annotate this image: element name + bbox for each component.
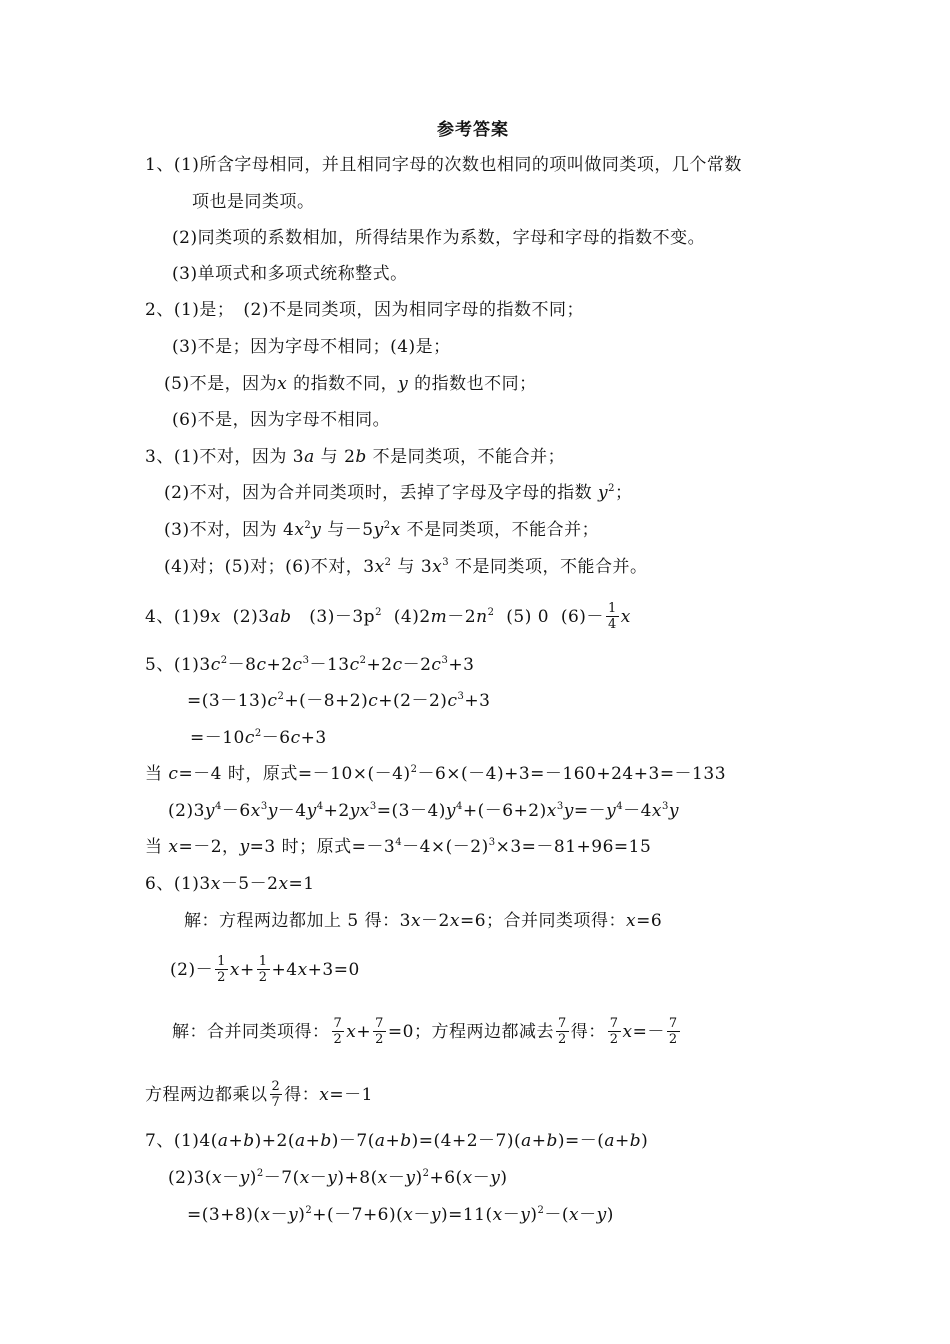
answer-7-line-1: 7、(1)4(a+b)+2(a+b)－7(a+b)=(4+2－7)(a+b)=－(a+b) <box>145 1131 649 1151</box>
answer-2-line-1: 2、(1)是； (2)不是同类项，因为相同字母的指数不同； <box>145 300 584 320</box>
answer-6-line-3: (2)－ $\frac{1}{2}$ x+ $\frac{1}{2}$ +4x+3=0 <box>170 954 360 985</box>
answer-3-line-4: (4)对；(5)对；(6)不对，$3x^2$ 与 $3x^3$ 不是同类项，不能合并。 <box>164 557 648 577</box>
answer-1-line-2: 项也是同类项。 <box>192 192 315 212</box>
fraction: $\frac{2}{7}$ <box>271 1079 281 1110</box>
fraction: $\frac{7}{2}$ <box>557 1016 567 1047</box>
answer-5-line-3: $=-10c^2-6c+3$ <box>190 728 327 748</box>
answer-6-line-5: 方程两边都乘以 $\frac{2}{7}$ 得：x=－1 <box>145 1079 373 1110</box>
answer-7-line-2: $(2)3(x-y)^2-7(x-y)+8(x-y)^2+6(x-y)$ <box>168 1168 508 1188</box>
answer-2-line-2: (3)不是；因为字母不相同；(4)是； <box>172 337 451 357</box>
answer-1-line-4: (3)单项式和多项式统称整式。 <box>172 264 408 284</box>
fraction: $\frac{7}{2}$ <box>609 1016 619 1047</box>
fraction: $\frac{7}{2}$ <box>375 1016 384 1047</box>
answer-1-line-3: (2)同类项的系数相加，所得结果作为系数，字母和字母的指数不变。 <box>172 228 706 248</box>
answer-6-line-2: 解：方程两边都加上 5 得：3x－2x=6；合并同类项得：x=6 <box>184 911 663 931</box>
answer-5-line-6: 当 x=－2，y=3 时；原式$=-3^4-4\times(-2)^3\times 3=-81+96=15$ <box>145 837 652 857</box>
page-title: 参考答案 <box>437 120 509 140</box>
answer-4-line-1: 4、(1)9x (2)3ab $(3)-3p^2$ $(4)2m-2n^2$ (5) 0 (6)－ $\frac{1}{4}$ x <box>145 601 631 632</box>
fraction: $\frac{7}{2}$ <box>333 1016 343 1047</box>
answer-2-line-3: (5)不是，因为x 的指数不同，y 的指数也不同； <box>164 374 537 394</box>
answer-3-line-2: (2)不对，因为合并同类项时，丢掉了字母及字母的指数 $y^2$； <box>164 483 633 503</box>
answer-3-line-3: (3)不对，因为 $4x^2y$ 与$-5y^2x$ 不是同类项，不能合并； <box>164 520 600 540</box>
answer-5-line-5: $(2)3y^4-6x^3y-4y^4+2yx^3=(3-4)y^4+(-6+2)x^3y=-y^4-4x^3y$ <box>168 801 679 821</box>
answer-6-line-1: 6、(1)3x－5－2x=1 <box>145 874 315 894</box>
fraction: $\frac{7}{2}$ <box>668 1016 678 1047</box>
answer-1-line-1: 1、(1)所含字母相同，并且相同字母的次数也相同的项叫做同类项，几个常数 <box>145 155 742 175</box>
answer-3-line-1: 3、(1)不对，因为 3a 与 2b 不是同类项，不能合并； <box>145 447 566 467</box>
fraction: $\frac{1}{2}$ <box>258 954 268 985</box>
answer-5-line-4: 当 c=－4 时，原式$=-10\times(-4)^2-6\times(-4)+3=-160+24+3=-133$ <box>145 764 727 784</box>
fraction: $\frac{1}{4}$ <box>607 601 617 632</box>
answer-2-line-4: (6)不是，因为字母不相同。 <box>172 410 391 430</box>
answer-6-line-4: 解：合并同类项得： $\frac{7}{2}$ x+ $\frac{7}{2}$ =0；方程两边都减去 $\frac{7}{2}$ 得： $\frac{7}{2}$ x=－ $\frac{7}{2}$ <box>172 1016 678 1047</box>
answer-5-line-1: 5、$(1)3c^2-8c+2c^3-13c^2+2c-2c^3+3$ <box>145 655 475 675</box>
answer-5-line-2: $=(3-13)c^2+(-8+2)c+(2-2)c^3+3$ <box>187 691 491 711</box>
fraction: $\frac{1}{2}$ <box>217 954 226 985</box>
answer-7-line-3: $=(3+8)(x-y)^2+(-7+6)(x-y)=11(x-y)^2-(x-y)$ <box>187 1205 614 1225</box>
